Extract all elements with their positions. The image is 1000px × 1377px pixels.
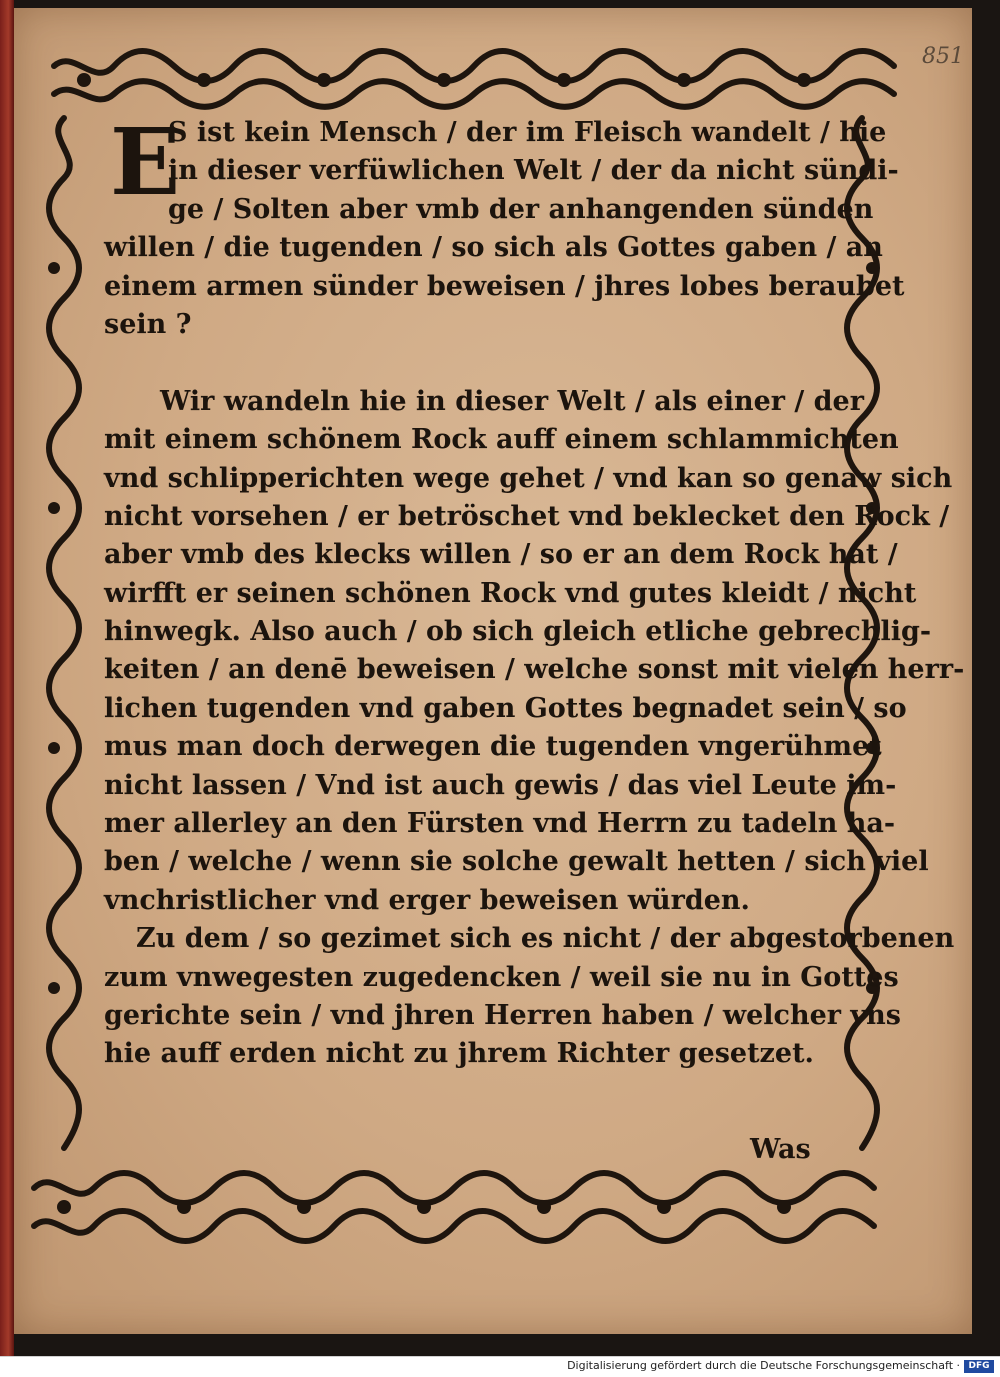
text-line: lichen tugenden vnd gaben Gottes begnadet sein / so	[104, 692, 907, 724]
book-page	[14, 8, 972, 1334]
text-line: mer allerley an den Fürsten vnd Herrn zu tadeln ha-	[104, 808, 896, 840]
text-line	[104, 344, 844, 382]
text-line: vnd schlipperichten wege gehet / vnd kan so genaw sich	[104, 462, 953, 494]
text-line: zum vnwegesten zugedencken / weil sie nu in Gottes	[104, 961, 899, 993]
text-line: ge / Solten aber vmb der anhangenden sünden	[168, 193, 874, 225]
text-line: wirfft er seinen schönen Rock vnd gutes kleidt / nicht	[104, 577, 917, 609]
footer-bar	[0, 1356, 1000, 1377]
text-line: nicht vorsehen / er betröschet vnd beklecket den Rock /	[104, 500, 950, 532]
book-binding	[0, 0, 14, 1376]
text-line: nicht lassen / Vnd ist auch gewis / das viel Leute im-	[104, 769, 897, 801]
text-line: mus man doch derwegen die tugenden vngerühmet	[104, 731, 882, 763]
folio-number: 851	[922, 44, 964, 69]
text-line: einem armen sünder beweisen / jhres lobes beraubet	[104, 270, 905, 302]
text-line: Wir wandeln hie in dieser Welt / als einer / der	[160, 385, 864, 417]
body-text	[104, 108, 965, 1074]
text-line: hinwegk. Also auch / ob sich gleich etliche gebrechlig-	[104, 616, 932, 648]
text-line: hie auff erden nicht zu jhrem Richter gesetzet.	[104, 1038, 814, 1070]
funding-credit: Digitalisierung gefördert durch die Deutsche Forschungsgemeinschaft ·	[567, 1359, 960, 1372]
text-line: aber vmb des klecks willen / so er an dem Rock hat /	[104, 539, 898, 571]
text-line: willen / die tugenden / so sich als Gottes gaben / an	[104, 232, 883, 264]
text-line: mit einem schönem Rock auff einem schlammichten	[104, 424, 899, 456]
text-line: vnchristlicher vnd erger beweisen würden.	[104, 884, 750, 916]
text-line: Zu dem / so gezimet sich es nicht / der abgestorbenen	[136, 923, 955, 955]
drop-capital: E	[110, 108, 181, 216]
dfg-logo: DFG	[964, 1360, 994, 1373]
text-line: sein ?	[104, 308, 192, 340]
text-line: keiten / an denē beweisen / welche sonst mit vielen herr-	[104, 654, 965, 686]
text-line: gerichte sein / vnd jhren Herren haben / welcher vns	[104, 999, 901, 1031]
text-line: ben / welche / wenn sie solche gewalt hetten / sich viel	[104, 846, 929, 878]
text-line: S ist kein Mensch / der im Fleisch wandelt / hie	[168, 117, 887, 148]
text-line: in dieser verfüwlichen Welt / der da nicht sündi-	[168, 155, 899, 187]
catchword: Was	[750, 1134, 811, 1165]
